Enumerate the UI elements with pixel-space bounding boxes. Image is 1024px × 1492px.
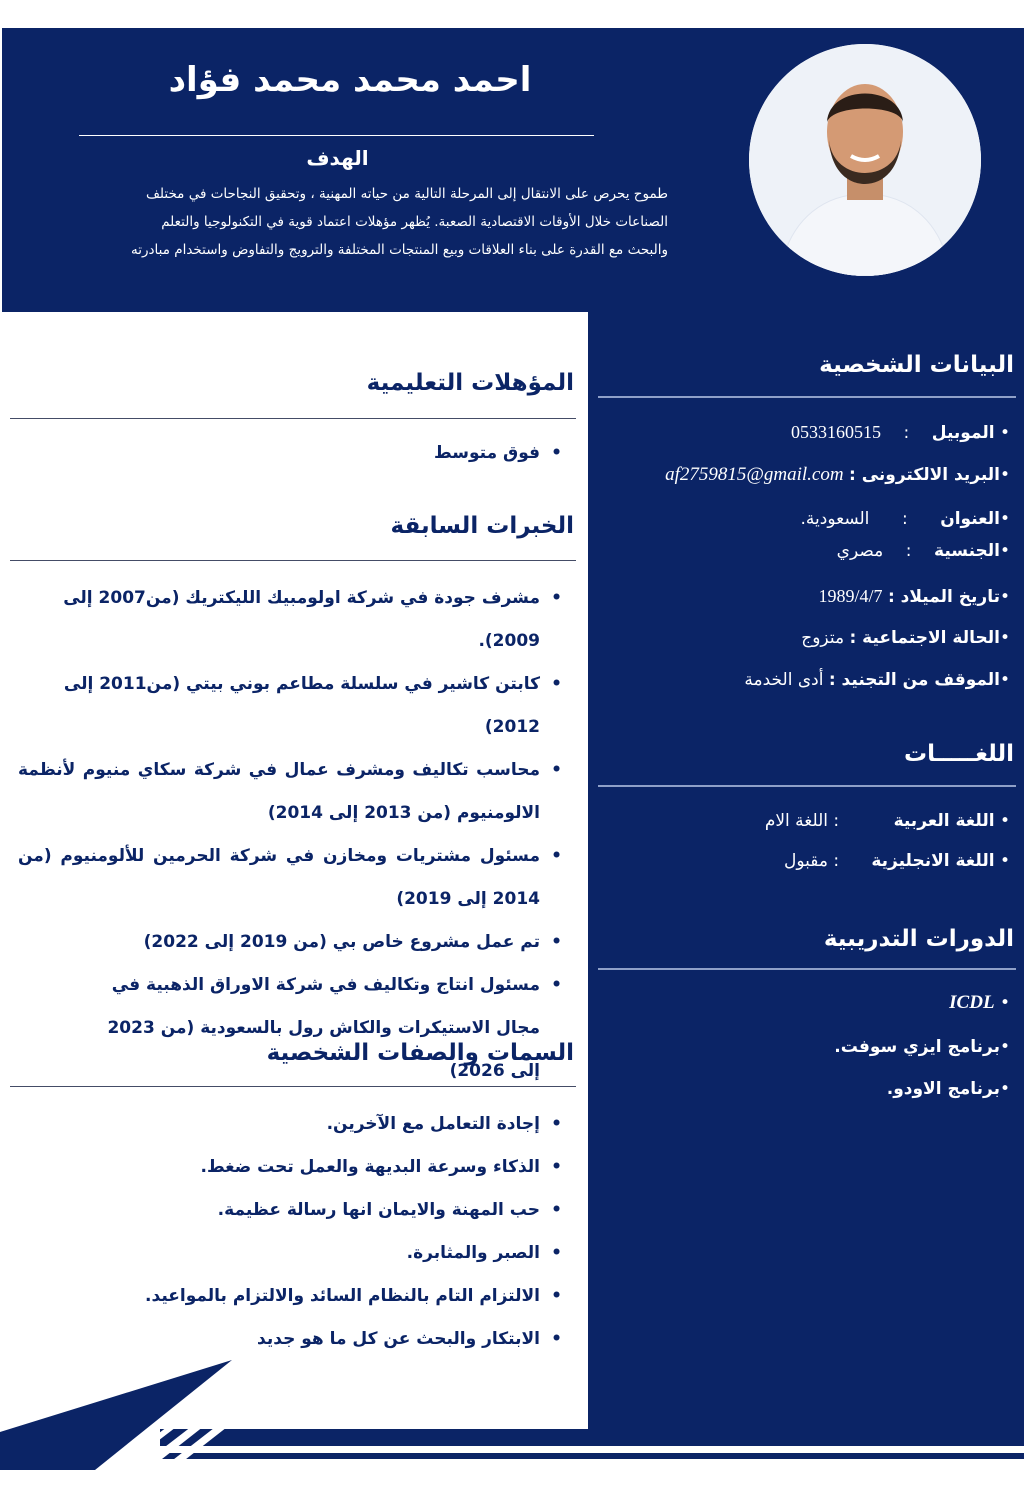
personal-data-title: البيانات الشخصية <box>819 352 1014 378</box>
trait-item: • حب المهنة والايمان انها رسالة عظيمة. <box>20 1189 540 1232</box>
traits-title: السمات والصفات الشخصية <box>266 1040 574 1066</box>
email-value: af2759815@gmail.com <box>665 464 844 485</box>
languages-divider <box>598 785 1016 787</box>
trait-item: • إجادة التعامل مع الآخرين. <box>20 1103 540 1146</box>
footer-band <box>160 1429 1024 1446</box>
objective-line: طموح يحرص على الانتقال إلى المرحلة التالية من حياته المهنية ، وتحقيق النجاحات في مختلف <box>145 186 668 202</box>
courses-divider <box>598 968 1016 970</box>
birthdate-label: تاريخ الميلاد : <box>887 587 1000 607</box>
experience-item: • مشرف جودة في شركة اولومبيك الليكتريك (من2007 إلى 2009). <box>18 577 540 663</box>
address-row: •العنوان : السعودية. <box>800 509 1010 529</box>
military-value: أدى الخدمة <box>744 670 824 690</box>
objective-title: الهدف <box>306 146 369 170</box>
nationality-row: •الجنسية : مصري <box>836 541 1010 561</box>
name-divider <box>79 135 594 136</box>
corner-stripes-decoration <box>0 1360 260 1470</box>
language-row: • اللغة العربية : اللغة الام <box>764 811 1010 831</box>
language-level: : مقبول <box>784 851 840 871</box>
courses-title: الدورات التدريبية <box>823 926 1014 952</box>
birthdate-row: •تاريخ الميلاد : 1989/4/7 <box>818 586 1010 607</box>
experience-title: الخبرات السابقة <box>390 513 574 539</box>
experience-divider <box>10 560 576 561</box>
course-item: •برنامج الاودو. <box>886 1079 1010 1099</box>
objective-text <box>28 180 668 264</box>
education-item: • فوق متوسط <box>20 432 540 475</box>
education-title: المؤهلات التعليمية <box>366 370 574 396</box>
address-label: العنوان <box>940 509 1000 529</box>
experience-item: • تم عمل مشروع خاص بي (من 2019 إلى 2022) <box>18 921 540 964</box>
experience-item: • كابتن كاشير في سلسلة مطاعم بوني بيتي (من2011 إلى 2012) <box>18 663 540 749</box>
nationality-label: الجنسية <box>934 541 1000 561</box>
education-list <box>20 432 562 475</box>
course-item: • ICDL <box>949 992 1010 1013</box>
languages-title: اللغـــــات <box>904 741 1014 767</box>
address-value: السعودية. <box>800 509 870 529</box>
trait-item: • الالتزام التام بالنظام السائد والالتزام بالمواعيد. <box>20 1275 540 1318</box>
mobile-value: 0533160515 <box>790 422 881 442</box>
traits-list <box>20 1103 562 1361</box>
avatar <box>749 44 981 276</box>
trait-item: • الذكاء وسرعة البديهة والعمل تحت ضغط. <box>20 1146 540 1189</box>
candidate-name: احمد محمد محمد فؤاد <box>168 60 532 100</box>
marital-row: •الحالة الاجتماعية : متزوج <box>801 628 1010 648</box>
experience-item: • محاسب تكاليف ومشرف عمال في شركة سكاي منيوم لأنظمة الالومنيوم (من 2013 إلى 2014) <box>18 749 540 835</box>
profile-photo <box>749 44 981 276</box>
trait-item: • الصبر والمثابرة. <box>20 1232 540 1275</box>
language-name: اللغة العربية <box>893 811 995 831</box>
military-row: •الموقف من التجنيد : أدى الخدمة <box>744 670 1010 690</box>
email-label: البريد الالكترونى : <box>848 465 1000 485</box>
mobile-label: الموبيل <box>931 423 995 443</box>
objective-line: الصناعات خلال الأوقات الاقتصادية الصعبة. يُظهر مؤهلات اعتماد قوية في التكنولوجيا والتعلم <box>161 214 668 230</box>
birthdate-value: 1989/4/7 <box>818 586 883 606</box>
traits-divider <box>10 1086 576 1087</box>
objective-line: والبحث مع القدرة على بناء العلاقات وبيع المنتجات المختلفة والترويج والتفاوض واستخدام مبادرته <box>130 242 668 258</box>
experience-item: • مسئول مشتريات ومخازن في شركة الحرمين للألومنيوم (من 2014 إلى 2019) <box>18 835 540 921</box>
military-label: الموقف من التجنيد : <box>828 670 1000 690</box>
personal-data-divider <box>598 396 1016 398</box>
education-divider <box>10 418 576 419</box>
language-name: اللغة الانجليزية <box>871 851 995 871</box>
course-name: ICDL <box>949 992 995 1013</box>
nationality-value: مصري <box>836 541 884 561</box>
course-name: برنامج الاودو. <box>886 1079 1000 1099</box>
language-level: : اللغة الام <box>764 811 840 831</box>
trait-item: • الابتكار والبحث عن كل ما هو جديد <box>20 1318 540 1361</box>
experience-item: • مسئول انتاج وتكاليف في شركة الاوراق الذهبية في مجال الاستيكرات والكاش رول بالسعودية (من 2023 إلى 2026) <box>18 964 540 1093</box>
language-row: • اللغة الانجليزية : مقبول <box>784 851 1010 871</box>
course-name: برنامج ايزي سوفت. <box>834 1037 1000 1057</box>
footer-line <box>160 1453 1024 1459</box>
marital-value: متزوج <box>801 628 845 648</box>
mobile-row: • الموبيل : 0533160515 <box>790 422 1010 443</box>
experience-list <box>18 577 562 1093</box>
marital-label: الحالة الاجتماعية : <box>849 628 1000 648</box>
course-item: •برنامج ايزي سوفت. <box>834 1037 1010 1057</box>
email-row: •البريد الالكترونى : af2759815@gmail.com <box>665 464 1010 485</box>
